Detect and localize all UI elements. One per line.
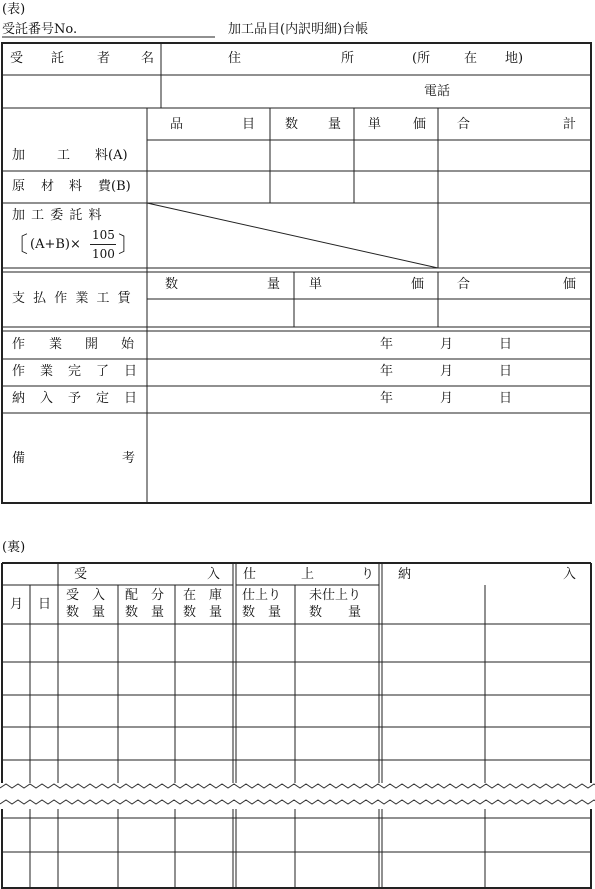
formula-numerator: 105 [92,228,115,242]
material-cost-label: 材 [41,179,55,194]
phone-label: 電話 [424,84,451,99]
labor-qty-header: 数 [165,277,179,292]
labor-unit-header: 価 [411,277,425,292]
delivery-scheduled-label: 予 [68,391,82,406]
work-complete-day: 日 [499,364,513,379]
labor-wage-label: 支 払 作 業 工 賃 [12,291,133,306]
work-start-year: 年 [380,337,394,352]
delivery-scheduled-year: 年 [380,391,394,406]
unit-price-header: 価 [413,117,427,132]
work-complete-year: 年 [380,364,394,379]
qty-header: 数 [285,117,299,132]
labor-qty-header: 量 [267,277,281,292]
work-complete-label: 完 [68,364,82,379]
month-header: 月 [10,597,24,612]
table-break-wave [0,783,595,809]
consignor-char: 託 [51,51,65,66]
delivery-scheduled-label: 定 [96,391,110,406]
address-char: (所 [412,51,431,66]
formula-fraction-bar [90,244,116,245]
consignment-number-label: 受託番号No. [2,22,78,37]
day-header: 日 [38,597,52,612]
receive-header: 入 [207,567,221,582]
stock-qty-header: 数 量 [183,605,223,620]
formula-close-bracket: 〕 [118,233,141,258]
formula-denominator: 100 [92,247,115,261]
unfinished-qty-header: 数 量 [309,605,362,620]
work-start-label: 始 [121,337,135,352]
work-complete-label: 作 [12,364,26,379]
delivery-scheduled-label: 日 [124,391,138,406]
allocated-qty-header: 数 量 [125,605,165,620]
delivery-scheduled-label: 入 [40,391,54,406]
delivery-scheduled-day: 日 [499,391,513,406]
consignor-char: 者 [97,51,111,66]
allocated-qty-header: 配 分 [125,588,165,603]
labor-total-header: 合 [457,277,471,292]
item-header: 目 [242,117,256,132]
unit-price-header: 単 [368,117,382,132]
work-complete-label: 業 [40,364,54,379]
remarks-label: 考 [122,451,136,466]
delivery-scheduled-label: 納 [12,391,26,406]
finish-header: り [361,567,375,582]
remarks-label: 備 [12,451,26,466]
received-qty-header: 数 量 [66,605,106,620]
deliver-header: 納 [398,567,412,582]
address-char: 地) [505,51,524,66]
labor-total-header: 価 [563,277,577,292]
work-complete-month: 月 [440,364,454,379]
finished-qty-header: 数 量 [242,605,282,620]
receive-header: 受 [74,567,88,582]
work-start-label: 開 [85,337,99,352]
consignment-fee-formula [6,228,141,266]
work-start-day: 日 [499,337,513,352]
finish-header: 上 [301,567,315,582]
back-side-label: (裏) [2,540,26,555]
consignor-char: 受 [10,51,24,66]
qty-header: 量 [328,117,342,132]
received-qty-header: 受 入 [66,588,106,603]
total-header: 合 [457,117,471,132]
work-complete-label: 了 [96,364,110,379]
material-cost-label: 料 [69,179,83,194]
finished-qty-header: 仕上り [242,588,282,603]
processing-fee-label: 料(A) [95,148,128,163]
labor-unit-header: 単 [309,277,323,292]
consignment-fee-label: 加 工 委 託 料 [12,208,103,223]
processing-fee-label: 加 [12,148,26,163]
material-cost-label: 原 [12,179,26,194]
formula-left: (A+B)× [30,237,81,252]
stock-qty-header: 在 庫 [183,588,223,603]
address-char: 所 [341,51,355,66]
unfinished-qty-header: 未仕上り [309,588,362,603]
formula-open-bracket: 〔 [6,233,29,258]
work-start-label: 業 [49,337,63,352]
work-complete-label: 日 [124,364,138,379]
consignor-char: 名 [141,51,155,66]
work-start-label: 作 [12,337,26,352]
finish-header: 仕 [243,567,257,582]
processing-fee-label: 工 [57,148,71,163]
item-header: 品 [170,117,184,132]
address-char: 住 [228,51,242,66]
total-header: 計 [563,117,577,132]
ledger-title: 加工品目(内訳明細)台帳 [228,22,369,37]
address-char: 在 [464,51,478,66]
deliver-header: 入 [563,567,577,582]
delivery-scheduled-month: 月 [440,391,454,406]
work-start-month: 月 [440,337,454,352]
material-cost-label: 費(B) [98,179,131,194]
front-side-label: (表) [2,2,26,17]
